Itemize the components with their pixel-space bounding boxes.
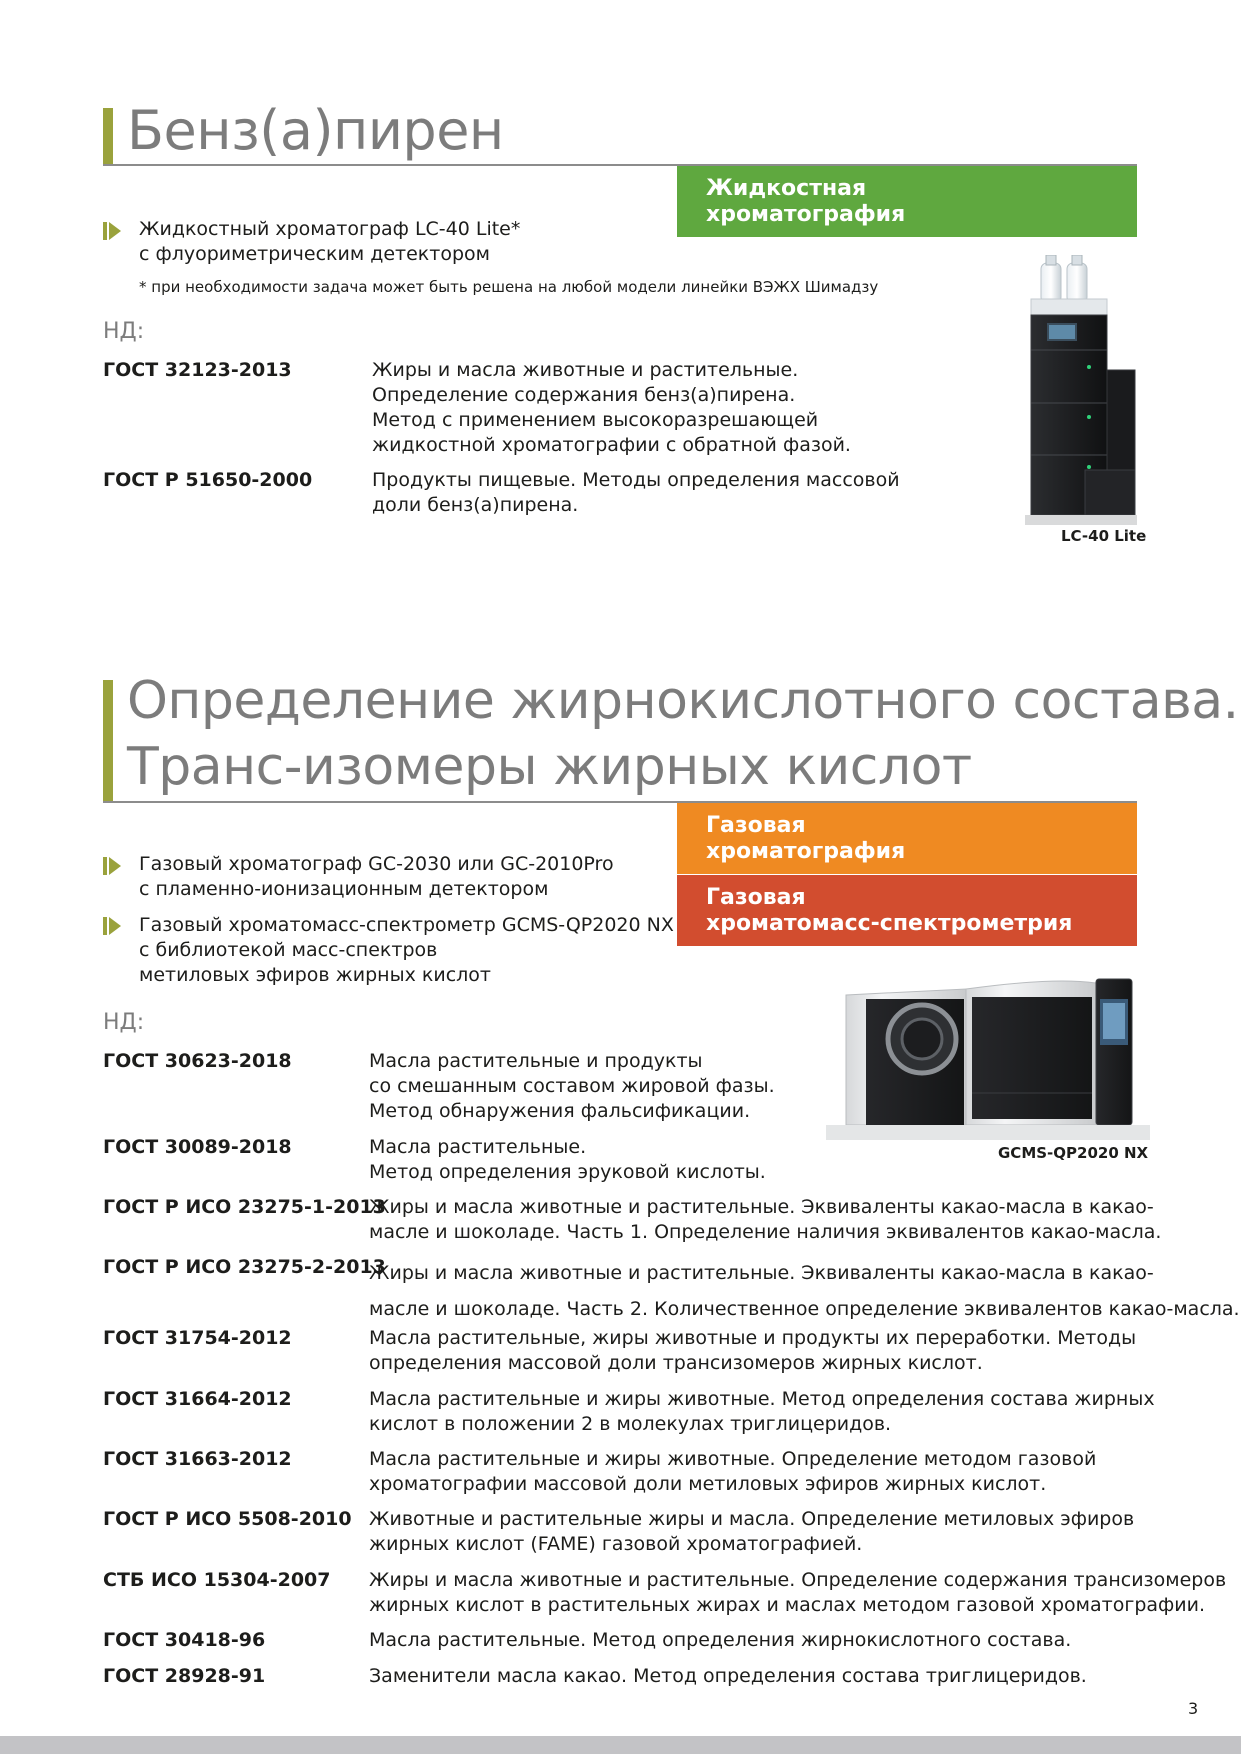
desc-line: масле и шоколаде. Часть 2. Количественное определение эквивалентов какао-масла. <box>369 1298 1240 1320</box>
standard-code: ГОСТ 31664-2012 <box>103 1388 292 1410</box>
desc-line: Жиры и масла животные и растительные. <box>372 359 799 381</box>
section2-title-bar <box>103 680 113 801</box>
gcms-qp2020-nx-caption: GCMS-QP2020 NX <box>998 1144 1149 1162</box>
tag-liquid-chromatography <box>677 166 1137 237</box>
lc-40-lite-instrument-image <box>1025 255 1137 525</box>
standard-description <box>372 358 851 458</box>
standard-code: ГОСТ 28928-91 <box>103 1665 266 1687</box>
desc-line: Метод обнаружения фальсификации. <box>369 1100 751 1122</box>
standard-code: ГОСТ Р ИСО 23275-1-2013 <box>103 1196 386 1218</box>
bullet-line: Газовый хроматограф GC-2030 или GC-2010Pro <box>139 853 614 875</box>
desc-line: Заменители масла какао. Метод определения состава триглицеридов. <box>369 1665 1087 1687</box>
standard-description <box>369 1049 775 1124</box>
desc-line: жидкостной хроматографии с обратной фазой. <box>372 434 851 456</box>
desc-line: Определение содержания бенз(а)пирена. <box>372 384 796 406</box>
tag-gcms <box>677 875 1137 946</box>
standard-description <box>369 1387 1155 1437</box>
standard-code: СТБ ИСО 15304-2007 <box>103 1569 331 1591</box>
desc-line: Масла растительные. Метод определения жирнокислотного состава. <box>369 1629 1072 1651</box>
desc-line: Продукты пищевые. Методы определения массовой <box>372 469 900 491</box>
triangle-bullet-icon <box>103 917 121 935</box>
desc-line: Масла растительные и жиры животные. Метод определения состава жирных <box>369 1388 1155 1410</box>
bullet-line: метиловых эфиров жирных кислот <box>139 964 491 986</box>
desc-line: хроматографии массовой доли метиловых эфиров жирных кислот. <box>369 1473 1047 1495</box>
section2-title-line: Транс-изомеры жирных кислот <box>127 737 972 797</box>
bullet-line: Жидкостный хроматограф LC-40 Lite* <box>139 218 521 240</box>
standard-description <box>369 1628 1071 1653</box>
section1-title: Бенз(а)пирен <box>127 99 504 162</box>
desc-line: Масла растительные и продукты <box>369 1050 703 1072</box>
desc-line: жирных кислот (FAME) газовой хроматографией. <box>369 1533 863 1555</box>
tag-line: Газовая <box>706 885 806 910</box>
standard-code: ГОСТ 30623-2018 <box>103 1050 292 1072</box>
page-number: 3 <box>1188 1699 1199 1718</box>
section1-footnote: * при необходимости задача может быть решена на любой модели линейки ВЭЖХ Шимадзу <box>139 278 879 296</box>
tag-gas-chromatography <box>677 803 1137 874</box>
desc-line: жирных кислот в растительных жирах и маслах методом газовой хроматографии. <box>369 1594 1205 1616</box>
standard-description <box>369 1195 1161 1245</box>
lc-40-lite-caption: LC-40 Lite <box>1061 527 1147 545</box>
section2-bullet-1 <box>139 852 614 902</box>
tag-line: Жидкостная <box>706 176 867 201</box>
section2-title-line: Определение жирнокислотного состава. <box>127 671 1239 731</box>
standard-code: ГОСТ Р ИСО 5508-2010 <box>103 1508 352 1530</box>
gcms-qp2020-nx-instrument-image <box>826 975 1150 1140</box>
desc-line: Масла растительные. <box>369 1136 587 1158</box>
bullet-line: Газовый хроматомасс-спектрометр GCMS-QP2020 NX <box>139 914 674 936</box>
standard-description <box>369 1326 1136 1376</box>
bullet-line: с пламенно-ионизационным детектором <box>139 878 549 900</box>
desc-line: Жиры и масла животные и растительные. Эквиваленты какао-масла в какао- <box>369 1262 1154 1284</box>
desc-line: определения массовой доли трансизомеров жирных кислот. <box>369 1352 983 1374</box>
desc-line: Масла растительные и жиры животные. Определение методом газовой <box>369 1448 1097 1470</box>
section2-title <box>127 668 1239 800</box>
standard-code: ГОСТ 30418-96 <box>103 1629 266 1651</box>
section2-bullet-2 <box>139 913 674 988</box>
desc-line: Животные и растительные жиры и масла. Определение метиловых эфиров <box>369 1508 1135 1530</box>
bullet-line: с флуориметрическим детектором <box>139 243 490 265</box>
triangle-bullet-icon <box>103 857 121 875</box>
section1-title-bar <box>103 108 113 165</box>
section2-nd-label: НД: <box>103 1010 145 1035</box>
triangle-bullet-icon <box>103 222 121 240</box>
desc-line: Масла растительные, жиры животные и продукты их переработки. Методы <box>369 1327 1137 1349</box>
standard-code: ГОСТ Р 51650-2000 <box>103 469 313 491</box>
standard-description <box>369 1507 1134 1557</box>
footer-band <box>0 1736 1241 1754</box>
desc-line: Метод определения эруковой кислоты. <box>369 1161 766 1183</box>
standard-description <box>369 1664 1087 1689</box>
standard-code: ГОСТ 30089-2018 <box>103 1136 292 1158</box>
tag-line: хроматомасс-спектрометрия <box>706 911 1073 936</box>
section1-bullet-1 <box>139 217 520 267</box>
standard-description <box>369 1568 1226 1618</box>
standard-code: ГОСТ 31663-2012 <box>103 1448 292 1470</box>
section1-nd-label: НД: <box>103 319 145 344</box>
desc-line: кислот в положении 2 в молекулах триглицеридов. <box>369 1413 892 1435</box>
desc-line: доли бенз(а)пирена. <box>372 494 579 516</box>
standard-code: ГОСТ 32123-2013 <box>103 359 292 381</box>
tag-line: хроматография <box>706 202 906 227</box>
standard-description <box>369 1135 766 1185</box>
standard-description <box>369 1447 1096 1497</box>
desc-line: Жиры и масла животные и растительные. Определение содержания трансизомеров <box>369 1569 1227 1591</box>
desc-line: Жиры и масла животные и растительные. Эквиваленты какао-масла в какао- <box>369 1196 1154 1218</box>
desc-line: Метод с применением высокоразрешающей <box>372 409 819 431</box>
bullet-line: с библиотекой масс-спектров <box>139 939 438 961</box>
standard-code: ГОСТ Р ИСО 23275-2-2013 <box>103 1256 386 1278</box>
standard-description <box>369 1255 1240 1327</box>
desc-line: масле и шоколаде. Часть 1. Определение наличия эквивалентов какао-масла. <box>369 1221 1162 1243</box>
standard-code: ГОСТ 31754-2012 <box>103 1327 292 1349</box>
tag-line: Газовая <box>706 813 806 838</box>
tag-line: хроматография <box>706 839 906 864</box>
standard-description <box>372 468 900 518</box>
desc-line: со смешанным составом жировой фазы. <box>369 1075 775 1097</box>
